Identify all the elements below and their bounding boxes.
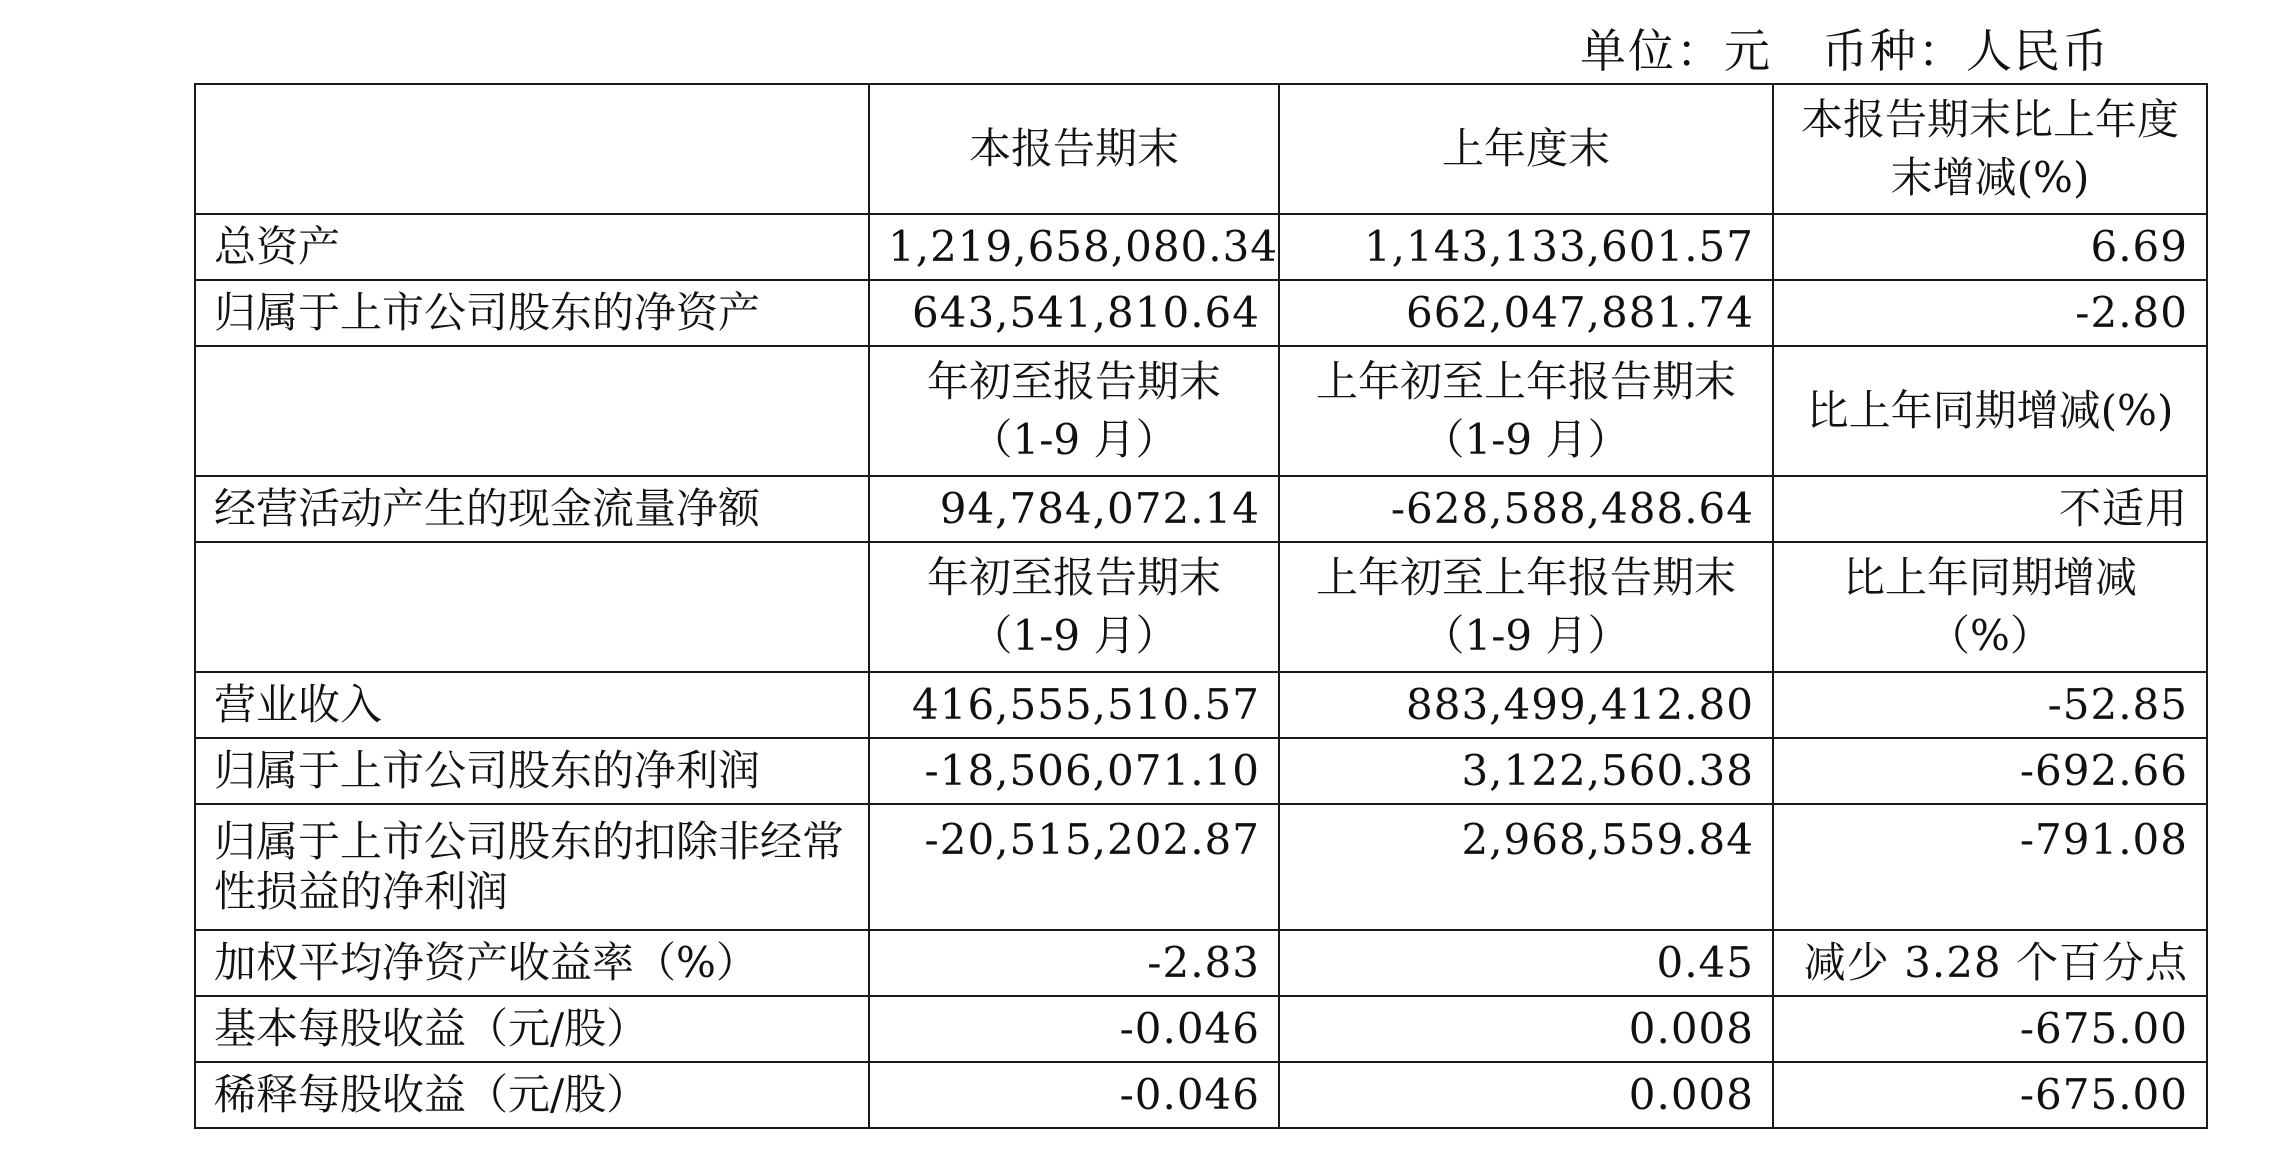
header-change-pct-line2: 末增减(%) [1890, 153, 2090, 202]
row-label: 归属于上市公司股东的净资产 [195, 280, 869, 346]
row-label: 基本每股收益（元/股） [195, 996, 869, 1062]
row-value-current: -18,506,071.10 [869, 738, 1279, 804]
table-row [195, 672, 2207, 738]
header-prior-ytd [1279, 542, 1773, 672]
table-row [195, 1062, 2207, 1128]
header-prior-ytd-line2: （1-9 月） [1422, 611, 1630, 660]
header-prior-year-end: 上年度末 [1279, 84, 1773, 214]
header-row-balance [195, 84, 2207, 214]
row-value-current: -0.046 [869, 996, 1279, 1062]
row-value-change: 减少 3.28 个百分点 [1773, 930, 2207, 996]
row-value-current: -20,515,202.87 [869, 804, 1279, 930]
header-yoy-change-line1: 比上年同期增减 [1842, 553, 2137, 602]
row-label: 经营活动产生的现金流量净额 [195, 476, 869, 542]
header-blank-cell [195, 84, 869, 214]
header-change-pct [1773, 84, 2207, 214]
header-ytd-line1: 年初至报告期末 [926, 357, 1221, 406]
table-row [195, 280, 2207, 346]
row-value-prior: 2,968,559.84 [1279, 804, 1773, 930]
row-value-change: -675.00 [1773, 1062, 2207, 1128]
header-ytd-line1: 年初至报告期末 [926, 553, 1221, 602]
header-prior-ytd [1279, 346, 1773, 476]
header-prior-ytd-line1: 上年初至上年报告期末 [1315, 553, 1736, 602]
header-prior-ytd-line2: （1-9 月） [1422, 415, 1630, 464]
row-label: 总资产 [195, 214, 869, 280]
row-value-prior: 0.008 [1279, 1062, 1773, 1128]
row-value-change: -791.08 [1773, 804, 2207, 930]
row-value-prior: -628,588,488.64 [1279, 476, 1773, 542]
header-ytd [869, 346, 1279, 476]
row-value-prior: 0.008 [1279, 996, 1773, 1062]
table-row [195, 476, 2207, 542]
row-value-change: -675.00 [1773, 996, 2207, 1062]
table-row [195, 996, 2207, 1062]
row-value-change: -52.85 [1773, 672, 2207, 738]
row-label: 营业收入 [195, 672, 869, 738]
header-blank-cell [195, 346, 869, 476]
header-row-cashflow [195, 346, 2207, 476]
row-value-change: 6.69 [1773, 214, 2207, 280]
header-blank-cell [195, 542, 869, 672]
header-ytd [869, 542, 1279, 672]
row-value-prior: 0.45 [1279, 930, 1773, 996]
row-value-current: -0.046 [869, 1062, 1279, 1128]
table-row [195, 214, 2207, 280]
table-row [195, 738, 2207, 804]
header-current-period-end: 本报告期末 [869, 84, 1279, 214]
financial-data-table [194, 83, 2208, 1129]
row-label: 归属于上市公司股东的扣除非经常性损益的净利润 [195, 804, 869, 930]
table-row [195, 930, 2207, 996]
row-value-change: -2.80 [1773, 280, 2207, 346]
header-yoy-change: 比上年同期增减(%) [1773, 346, 2207, 476]
row-label: 归属于上市公司股东的净利润 [195, 738, 869, 804]
header-yoy-change-line2: （%） [1928, 611, 2052, 660]
row-value-prior: 1,143,133,601.57 [1279, 214, 1773, 280]
row-value-current: 416,555,510.57 [869, 672, 1279, 738]
row-value-current: -2.83 [869, 930, 1279, 996]
row-value-current: 643,541,810.64 [869, 280, 1279, 346]
row-value-change: 不适用 [1773, 476, 2207, 542]
header-yoy-change [1773, 542, 2207, 672]
row-value-prior: 3,122,560.38 [1279, 738, 1773, 804]
row-label: 稀释每股收益（元/股） [195, 1062, 869, 1128]
header-row-income [195, 542, 2207, 672]
row-value-current: 1,219,658,080.34 [869, 214, 1279, 280]
row-label: 加权平均净资产收益率（%） [195, 930, 869, 996]
row-value-prior: 662,047,881.74 [1279, 280, 1773, 346]
header-ytd-line2: （1-9 月） [970, 611, 1178, 660]
table-row [195, 804, 2207, 930]
row-value-prior: 883,499,412.80 [1279, 672, 1773, 738]
row-value-change: -692.66 [1773, 738, 2207, 804]
header-prior-ytd-line1: 上年初至上年报告期末 [1315, 357, 1736, 406]
unit-currency-note: 单位：元 币种：人民币 [1580, 24, 2110, 78]
row-value-current: 94,784,072.14 [869, 476, 1279, 542]
header-change-pct-line1: 本报告期末比上年度 [1800, 95, 2179, 144]
header-ytd-line2: （1-9 月） [970, 415, 1178, 464]
